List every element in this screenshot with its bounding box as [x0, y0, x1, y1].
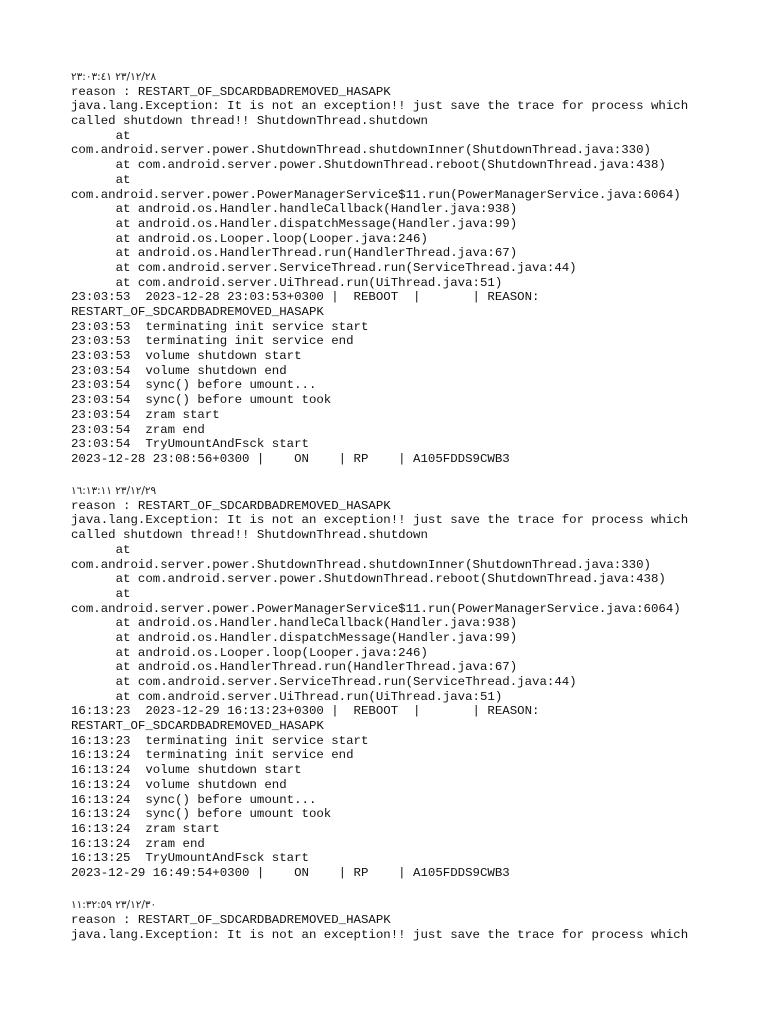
log-line: called shutdown thread!! ShutdownThread.shutdown	[71, 114, 428, 129]
log-entry	[71, 898, 751, 942]
log-line: at android.os.Looper.loop(Looper.java:246)	[71, 231, 428, 246]
log-line: 16:13:24 sync() before umount...	[71, 792, 317, 807]
log-line: 16:13:24 terminating init service end	[71, 748, 354, 763]
log-line: at com.android.server.ServiceThread.run(ServiceThread.java:44)	[71, 260, 577, 275]
log-line: at	[71, 586, 131, 601]
log-line: called shutdown thread!! ShutdownThread.shutdown	[71, 528, 428, 543]
log-line: at com.android.server.power.ShutdownThread.reboot(ShutdownThread.java:438)	[71, 158, 666, 173]
log-line: RESTART_OF_SDCARDBADREMOVED_HASAPK	[71, 719, 324, 734]
log-line: 2023-12-29 16:49:54+0300 | ON | RP | A105FDDS9CWB3	[71, 865, 510, 880]
log-line: 23:03:54 volume shutdown end	[71, 363, 287, 378]
log-line: at	[71, 542, 131, 557]
log-line: at android.os.HandlerThread.run(HandlerThread.java:67)	[71, 246, 518, 261]
log-line: com.android.server.power.ShutdownThread.shutdownInner(ShutdownThread.java:330)	[71, 557, 651, 572]
log-line: 23:03:54 zram end	[71, 422, 205, 437]
log-entry	[71, 70, 751, 467]
entry-date: ٢٣/١٢/٢٨ ٢٣:٠٣:٤١	[71, 71, 157, 83]
log-line: reason : RESTART_OF_SDCARDBADREMOVED_HASAPK	[71, 498, 391, 513]
log-line: 23:03:54 sync() before umount took	[71, 393, 332, 408]
entry-date: ٢٣/١٢/٣٠ ١١:٣٢:٥٩	[71, 899, 157, 912]
log-line: 16:13:24 zram end	[71, 836, 205, 851]
log-line: java.lang.Exception: It is not an exception!! just save the trace for process which	[71, 927, 689, 942]
entry-date: ٢٣/١٢/٢٩ ١٦:١٣:١١	[71, 485, 157, 498]
log-line: at android.os.Handler.handleCallback(Handler.java:938)	[71, 202, 518, 217]
log-line: java.lang.Exception: It is not an exception!! just save the trace for process which	[71, 513, 689, 528]
log-line: com.android.server.power.ShutdownThread.shutdownInner(ShutdownThread.java:330)	[71, 143, 651, 158]
log-line: 23:03:54 TryUmountAndFsck start	[71, 437, 309, 452]
log-line: 16:13:23 2023-12-29 16:13:23+0300 | REBOOT | | REASON:	[71, 704, 540, 719]
log-line: 23:03:53 terminating init service end	[71, 334, 354, 349]
log-line: at com.android.server.ServiceThread.run(ServiceThread.java:44)	[71, 675, 577, 689]
log-line: at com.android.server.power.ShutdownThread.reboot(ShutdownThread.java:438)	[71, 572, 666, 587]
log-line: at	[71, 172, 131, 187]
log-line: at android.os.Looper.loop(Looper.java:246)	[71, 645, 428, 660]
log-line: at	[71, 128, 131, 143]
log-line: 23:03:54 zram start	[71, 407, 220, 422]
log-line: 16:13:24 sync() before umount took	[71, 807, 332, 822]
log-line: 23:03:53 terminating init service start	[71, 319, 369, 334]
log-line: reason : RESTART_OF_SDCARDBADREMOVED_HASAPK	[71, 912, 391, 927]
log-line: 16:13:25 TryUmountAndFsck start	[71, 851, 309, 866]
log-line: com.android.server.power.PowerManagerService$11.run(PowerManagerService.java:6064)	[71, 187, 681, 202]
entry-separator	[71, 881, 751, 899]
log-document	[71, 70, 751, 942]
log-line: RESTART_OF_SDCARDBADREMOVED_HASAPK	[71, 305, 324, 319]
log-line: at android.os.Handler.handleCallback(Handler.java:938)	[71, 616, 518, 631]
log-line: at com.android.server.UiThread.run(UiThread.java:51)	[71, 275, 503, 290]
log-line: 23:03:53 2023-12-28 23:03:53+0300 | REBOOT | | REASON:	[71, 290, 540, 305]
log-line: at com.android.server.UiThread.run(UiThread.java:51)	[71, 689, 503, 704]
log-line: 2023-12-28 23:08:56+0300 | ON | RP | A105FDDS9CWB3	[71, 451, 510, 466]
log-line: at android.os.Handler.dispatchMessage(Handler.java:99)	[71, 216, 518, 231]
log-line: at android.os.Handler.dispatchMessage(Handler.java:99)	[71, 630, 518, 645]
log-line: 23:03:54 sync() before umount...	[71, 378, 317, 393]
log-entry	[71, 484, 751, 881]
log-line: 16:13:23 terminating init service start	[71, 733, 369, 748]
log-line: 16:13:24 zram start	[71, 821, 220, 836]
log-line: 16:13:24 volume shutdown start	[71, 763, 302, 778]
log-line: at android.os.HandlerThread.run(HandlerThread.java:67)	[71, 660, 518, 675]
log-line: 23:03:53 volume shutdown start	[71, 349, 302, 364]
log-line: 16:13:24 volume shutdown end	[71, 777, 287, 792]
log-line: reason : RESTART_OF_SDCARDBADREMOVED_HASAPK	[71, 84, 391, 99]
entry-separator	[71, 467, 751, 485]
log-line: com.android.server.power.PowerManagerService$11.run(PowerManagerService.java:6064)	[71, 601, 681, 616]
log-line: java.lang.Exception: It is not an exception!! just save the trace for process which	[71, 99, 689, 114]
